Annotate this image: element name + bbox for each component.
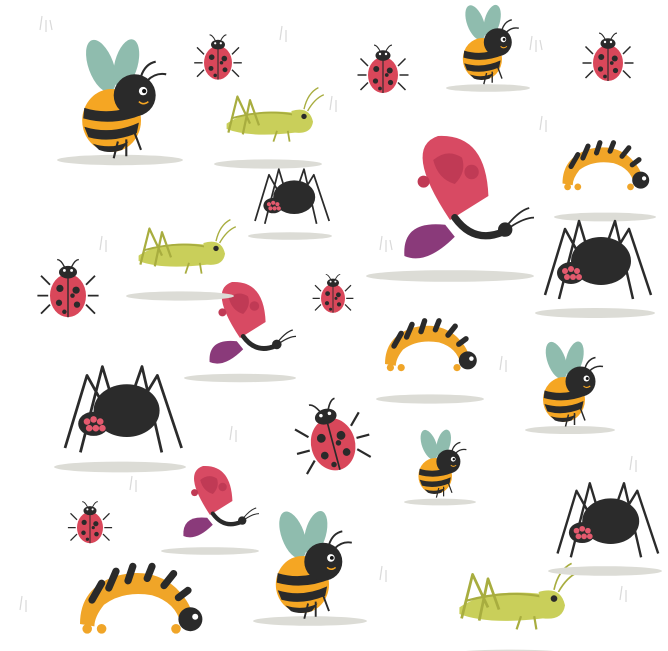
ladybug [37, 260, 98, 318]
bee-shadow [253, 616, 367, 626]
butterfly-shadow [366, 270, 534, 282]
grasshopper-shadow [126, 291, 234, 300]
spider-shadow [535, 308, 655, 318]
bee [274, 508, 352, 619]
spider [545, 221, 651, 299]
ladybug [583, 33, 634, 81]
grasshopper-shadow [214, 159, 322, 168]
bee-shadow [57, 155, 183, 165]
bee-shadow [404, 499, 476, 506]
caterpillar-shadow [376, 394, 484, 403]
spider [558, 483, 659, 557]
butterfly [404, 136, 534, 258]
spider-shadow [248, 232, 332, 240]
grasshopper [227, 88, 324, 142]
ladybug [286, 392, 376, 479]
caterpillar-shadow [554, 213, 656, 222]
butterfly-shadow [161, 547, 259, 555]
bee-shadow [525, 426, 615, 434]
grasshopper [139, 220, 236, 274]
bee [80, 36, 166, 158]
ladybug [313, 274, 354, 312]
ladybug [194, 35, 242, 80]
ladybug [68, 502, 112, 544]
bee [417, 428, 466, 498]
caterpillar [80, 566, 202, 633]
butterfly [183, 466, 259, 537]
bee [541, 339, 603, 426]
bee [461, 3, 519, 85]
butterfly-shadow [184, 374, 296, 382]
spider [65, 367, 182, 453]
bee-shadow [446, 84, 530, 92]
spider-shadow [54, 462, 186, 473]
caterpillar [563, 143, 650, 191]
spider-shadow [548, 566, 662, 576]
spider [255, 169, 329, 224]
ladybug [358, 45, 409, 93]
caterpillar [385, 321, 477, 371]
